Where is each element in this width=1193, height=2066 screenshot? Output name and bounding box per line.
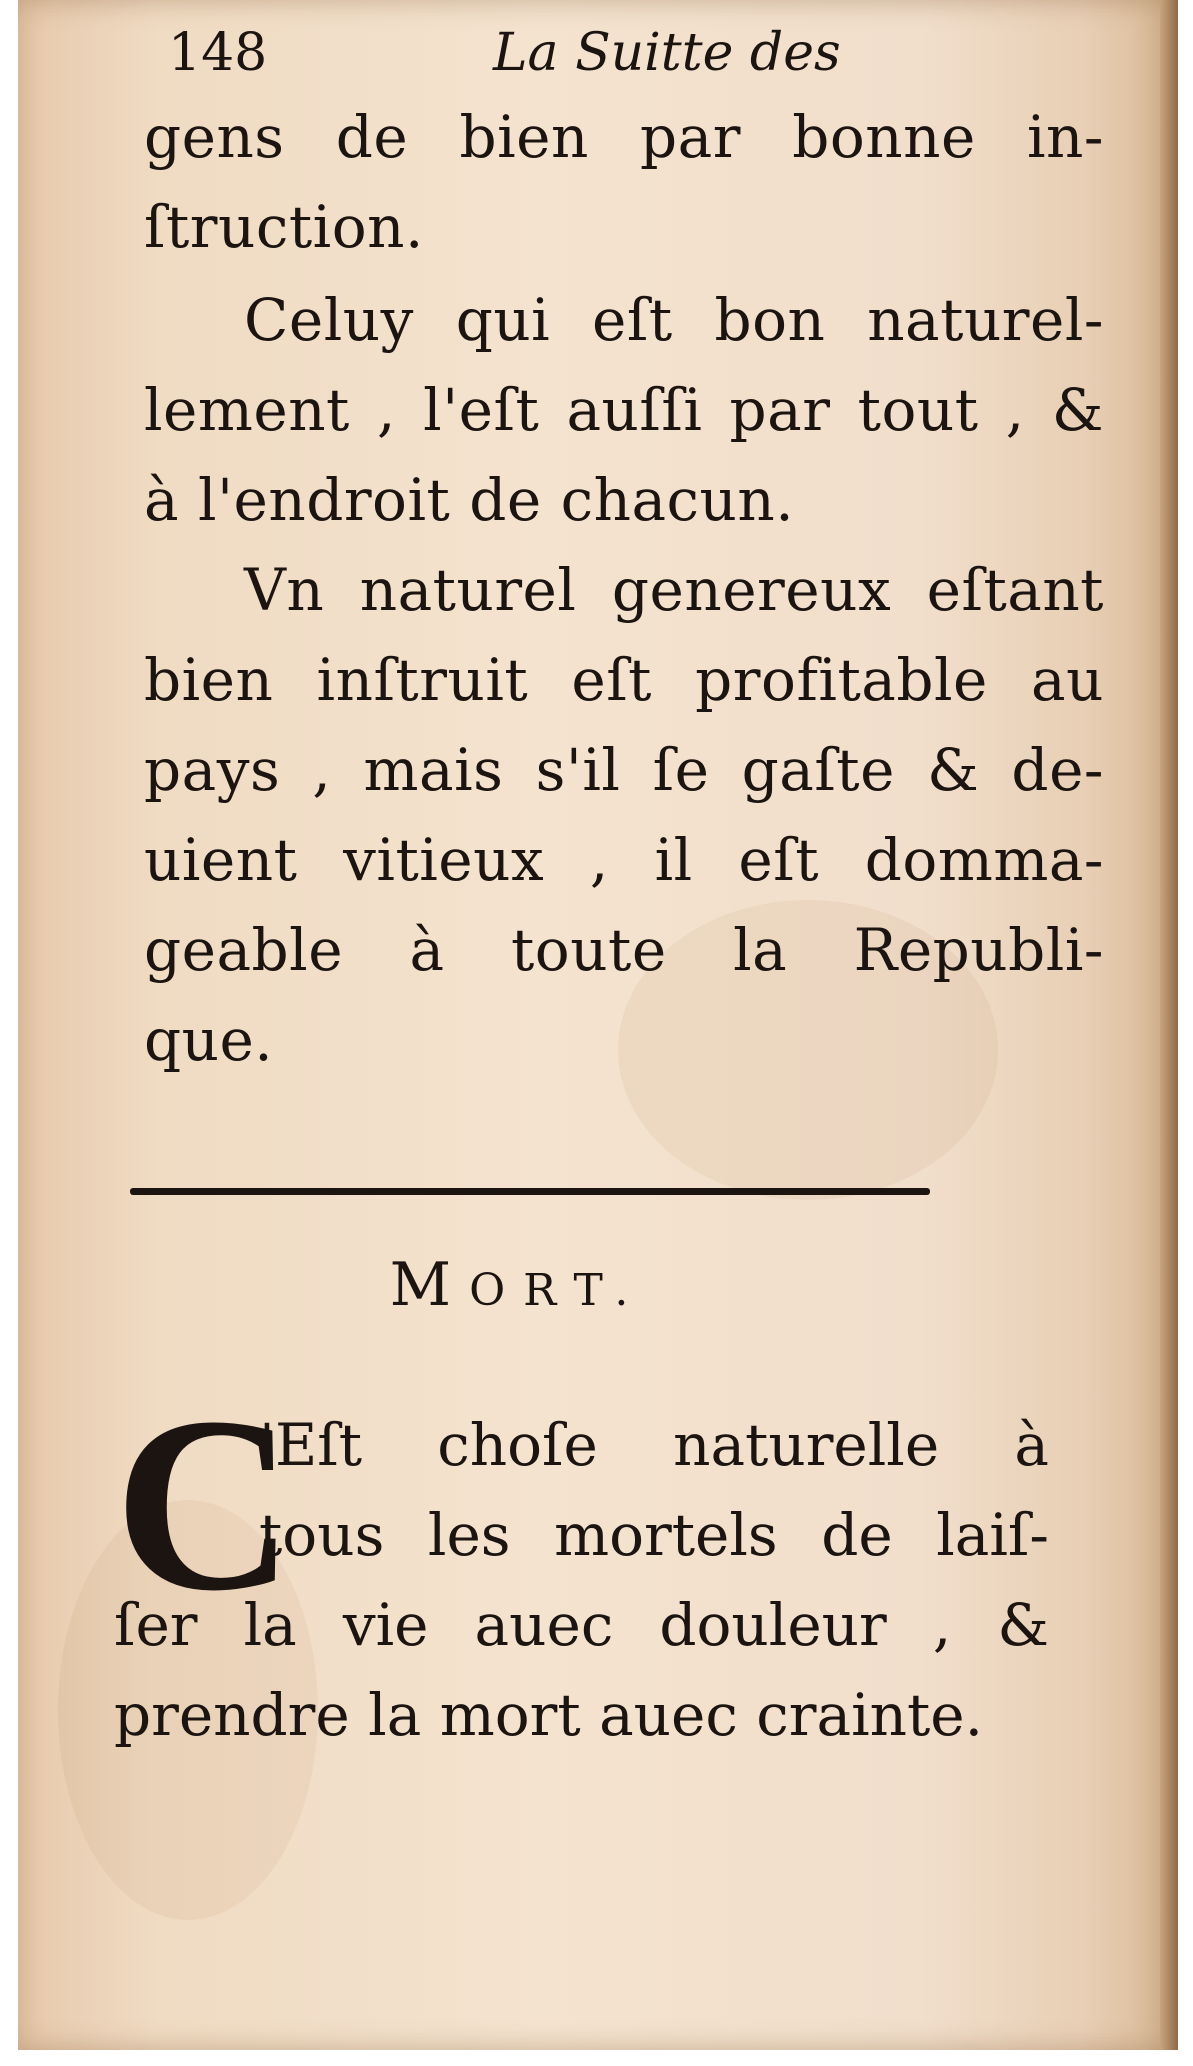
section-paragraph: [114, 1400, 1049, 1760]
text-line: lement , l'eſt auſſi par tout , &: [144, 376, 1104, 444]
text-line: Celuy qui eſt bon naturel-: [244, 286, 1104, 354]
drop-cap: C: [114, 1366, 295, 1643]
page-header: [168, 18, 928, 88]
horizontal-rule: [130, 1188, 930, 1195]
text-line: que.: [144, 1006, 274, 1074]
text-line: Vn naturel genereux eſtant: [244, 556, 1104, 624]
running-title: La Suitte des: [493, 23, 841, 83]
page-number: 148: [168, 23, 268, 83]
text-line: prendre la mort auec crainte.: [114, 1681, 984, 1749]
book-page: [18, 0, 1178, 2050]
text-line: pays , mais s'il ſe gaſte & de-: [144, 736, 1104, 804]
text-line: ſer la vie auec douleur , &: [114, 1591, 1049, 1659]
heading-initial: M: [389, 1250, 470, 1320]
text-line: gens de bien par bonne in-: [144, 103, 1104, 171]
heading-rest: ORT.: [469, 1265, 647, 1316]
text-line: uient vitieux , il eſt domma-: [144, 826, 1104, 894]
paragraph-3: [144, 545, 1104, 1085]
section-heading: [18, 1245, 1018, 1331]
paragraph-2: [144, 275, 1104, 545]
text-line: 'Eſt choſe naturelle à: [259, 1411, 1049, 1479]
paragraph-1: [144, 92, 1104, 272]
text-line: bien inſtruit eſt profitable au: [144, 646, 1104, 714]
text-line: à l'endroit de chacun.: [144, 466, 795, 534]
text-line: ſtruction.: [144, 193, 424, 261]
text-line: geable à toute la Republi-: [144, 916, 1104, 984]
page-edge: [1160, 0, 1178, 2050]
text-line: tous les mortels de laiſ-: [259, 1501, 1049, 1569]
